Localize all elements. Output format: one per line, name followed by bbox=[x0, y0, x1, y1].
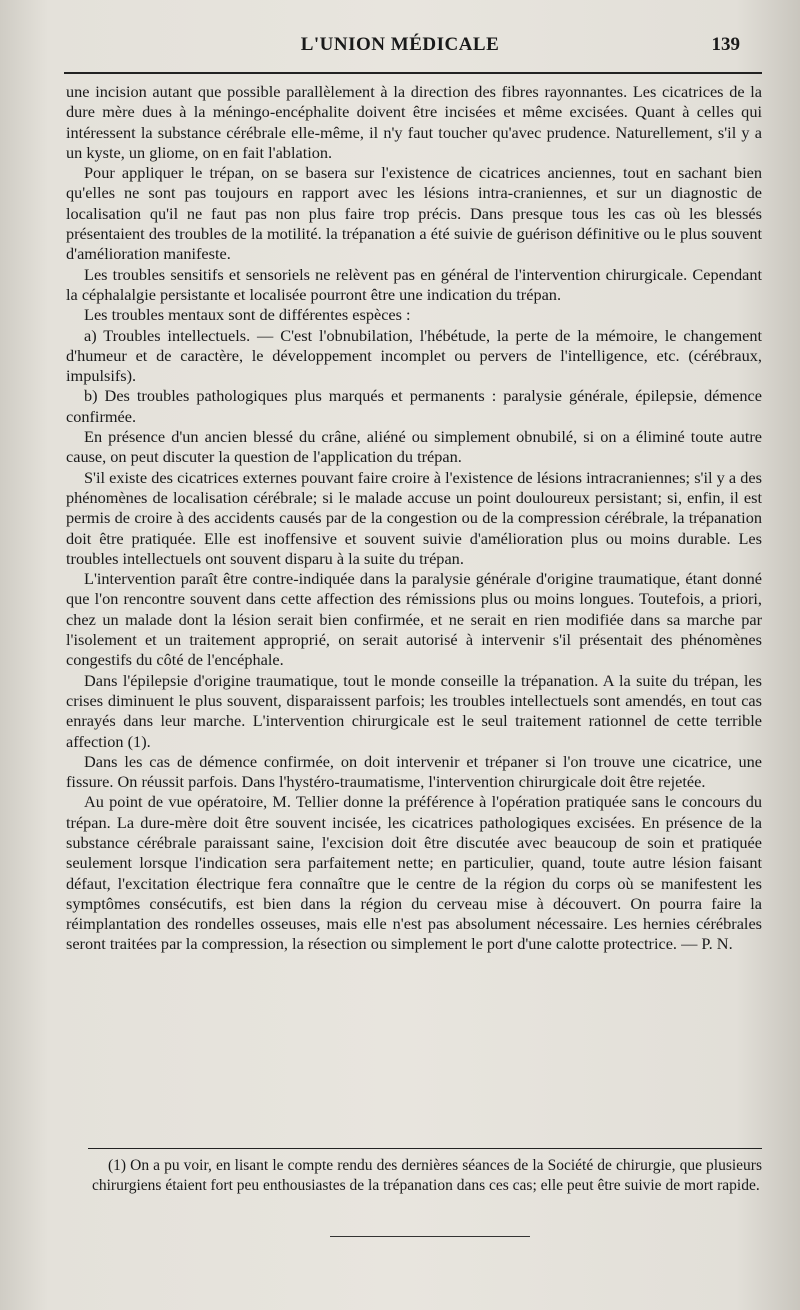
header-rule bbox=[64, 72, 762, 74]
paragraph: a) Troubles intellectuels. — C'est l'obnubilation, l'hébétude, la perte de la mémoire, le changement d'humeur et de caractère, le développement incomplet ou pervers de l'intelligence, etc. (cérébraux, impulsifs). bbox=[66, 325, 762, 386]
paragraph: une incision autant que possible parallèlement à la direction des fibres rayonnantes. Les cicatrices de la dure mère dues à la méningo-encéphalite doivent être incisées et même excisées. Quant à celles qui intéressent la substance cérébrale elle-même, il n'y faut toucher qu'avec prudence. Naturellement, s'il y a un kyste, un gliome, on en fait l'ablation. bbox=[66, 82, 762, 162]
footnote-separator bbox=[88, 1148, 762, 1149]
paragraph: Pour appliquer le trépan, on se basera sur l'existence de cicatrices anciennes, tout en sachant bien qu'elles ne sont pas toujours en rapport avec les lésions intra-craniennes, et sur un diagnostic de localisation qu'il ne faut pas non plus faire trop précis. Dans presque tous les cas où les blessés présentaient des troubles de la motilité. la trépanation a été suivie de guérison définitive ou le plus souvent d'amélioration manifeste. bbox=[66, 163, 762, 264]
paragraph: Les troubles sensitifs et sensoriels ne relèvent pas en général de l'intervention chirurgicale. Cependant la céphalalgie persistante et localisée pourront être une indication du trépan. bbox=[66, 264, 762, 304]
page-number: 139 bbox=[711, 34, 740, 55]
paragraph: Dans les cas de démence confirmée, on doit intervenir et trépaner si l'on trouve une cicatrice, une fissure. On réussit parfois. Dans l'hystéro-traumatisme, l'intervention chirurgicale doit être rejetée. bbox=[66, 751, 762, 792]
paragraph: Les troubles mentaux sont de différentes espèces : bbox=[84, 305, 411, 325]
end-rule bbox=[330, 1236, 530, 1237]
article-body bbox=[66, 82, 762, 955]
paragraph: Dans l'épilepsie d'origine traumatique, tout le monde conseille la trépanation. A la suite du trépan, les crises diminuent le plus souvent, disparaissent parfois; les troubles intellectuels sont amendés, en tout cas enrayés dans leur marche. L'intervention chirurgicale est le seul traitement rationnel de cette terrible affection (1). bbox=[66, 670, 762, 751]
paragraph: b) Des troubles pathologiques plus marqués et permanents : paralysie générale, épilepsie, démence confirmée. bbox=[66, 386, 762, 426]
paragraph: Au point de vue opératoire, M. Tellier donne la préférence à l'opération pratiquée sans le concours du trépan. La dure-mère doit être souvent incisée, les cicatrices pathologiques excisées. En présence de la substance cérébrale paraissant saine, l'excision doit être discutée avec beaucoup de soin et pratiquée seulement lorsque l'indication sera parfaitement nette; en particulier, quand, toute autre lésion faisant défaut, l'excitation électrique fera connaître que le centre de la région du corps où se manifestent les symptômes consécutifs, est bien dans la région du cerveau mise à découvert. On pourra faire la réimplantation des rondelles osseuses, mais elle n'est pas absolument nécessaire. Les hernies cérébrales seront traitées par la compression, la résection ou simplement le port d'une calotte protectrice. — P. N. bbox=[66, 792, 762, 954]
footnote: (1) On a pu voir, en lisant le compte rendu des dernières séances de la Société de chirurgie, que plusieurs chirurgiens étaient fort peu enthousiastes de la trépanation dans ces cas; elle peut être suivie de mort rapide. bbox=[92, 1157, 762, 1194]
paragraph: En présence d'un ancien blessé du crâne, aliéné ou simplement obnubilé, si on a éliminé toute autre cause, on peut discuter la question de l'application du trépan. bbox=[66, 427, 762, 467]
paragraph: L'intervention paraît être contre-indiquée dans la paralysie générale d'origine traumatique, étant donné que l'on rencontre souvent dans cette affection des rémissions plus ou moins longues. Toutefois, a priori, chez un malade dont la lésion serait bien confirmée, et ne serait en rien modifiée dans sa marche par l'isolement et un traitement approprié, on serait autorisé à intervenir s'il présentait des phénomènes congestifs du côté de l'encéphale. bbox=[66, 569, 762, 670]
journal-title: L'UNION MÉDICALE bbox=[300, 34, 500, 55]
page-header bbox=[60, 34, 740, 64]
paragraph: S'il existe des cicatrices externes pouvant faire croire à l'existence de lésions intracraniennes; s'il y a des phénomènes de localisation cérébrale; si le malade accuse un point douloureux persistant; si, enfin, il est permis de croire à des accidents causés par de la congestion ou de la compression cérébrale, la trépanation doit être pratiquée. Elle est inoffensive et souvent suivie d'amélioration plus ou moins durable. Les troubles intellectuels ont souvent disparu à la suite du trépan. bbox=[66, 467, 762, 568]
